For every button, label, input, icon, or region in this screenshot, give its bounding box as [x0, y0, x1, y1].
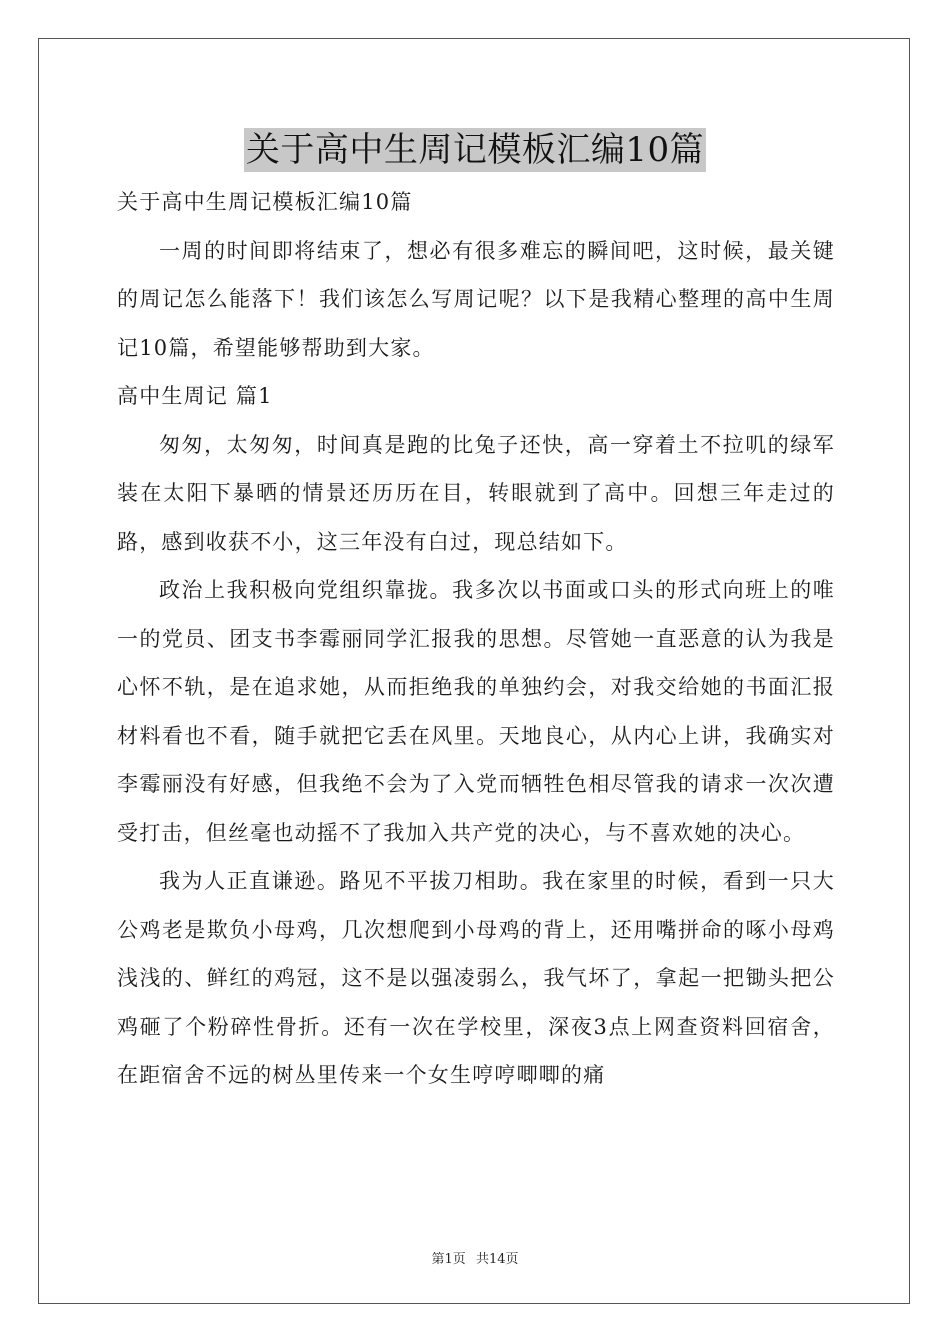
body-paragraph: 政治上我积极向党组织靠拢。我多次以书面或口头的形式向班上的唯一的党员、团支书李霉丽同学汇报我的思想。尽管她一直恶意的认为我是心怀不轨，是在追求她，从而拒绝我的单独约会，对我交给她的书面汇报材料看也不看，随手就把它丢在风里。天地良心，从内心上讲，我确实对李霉丽没有好感，但我绝不会为了入党而牺牲色相尽管我的请求一次次遭受打击，但丝毫也动摇不了我加入共产党的决心，与不喜欢她的决心。 — [117, 578, 835, 845]
document-title: 关于高中生周记模板汇编10篇 — [245, 130, 705, 170]
title-wrap — [0, 128, 950, 172]
intro-paragraph: 一周的时间即将结束了，想必有很多难忘的瞬间吧，这时候，最关键的周记怎么能落下！我们该怎么写周记呢？以下是我精心整理的高中生周记10篇，希望能够帮助到大家。 — [117, 238, 835, 360]
page-number: 第1页 — [431, 1252, 466, 1267]
document-body — [117, 178, 835, 1100]
page-footer — [0, 1248, 950, 1267]
section-heading: 高中生周记 篇1 — [117, 384, 273, 408]
subtitle-line: 关于高中生周记模板汇编10篇 — [117, 190, 413, 214]
page-total: 共14页 — [475, 1252, 519, 1267]
body-paragraph: 匆匆，太匆匆，时间真是跑的比兔子还快，高一穿着土不拉叽的绿军装在太阳下暴晒的情景还历历在目，转眼就到了高中。回想三年走过的路，感到收获不小，这三年没有白过，现总结如下。 — [117, 432, 835, 554]
body-paragraph: 我为人正直谦逊。路见不平拔刀相助。我在家里的时候，看到一只大公鸡老是欺负小母鸡，几次想爬到小母鸡的背上，还用嘴拼命的啄小母鸡浅浅的、鲜红的鸡冠，这不是以强凌弱么，我气坏了，拿起一把锄头把公鸡砸了个粉碎性骨折。还有一次在学校里，深夜3点上网查资料回宿舍，在距宿舍不远的树丛里传来一个女生哼哼唧唧的痛 — [117, 869, 835, 1087]
